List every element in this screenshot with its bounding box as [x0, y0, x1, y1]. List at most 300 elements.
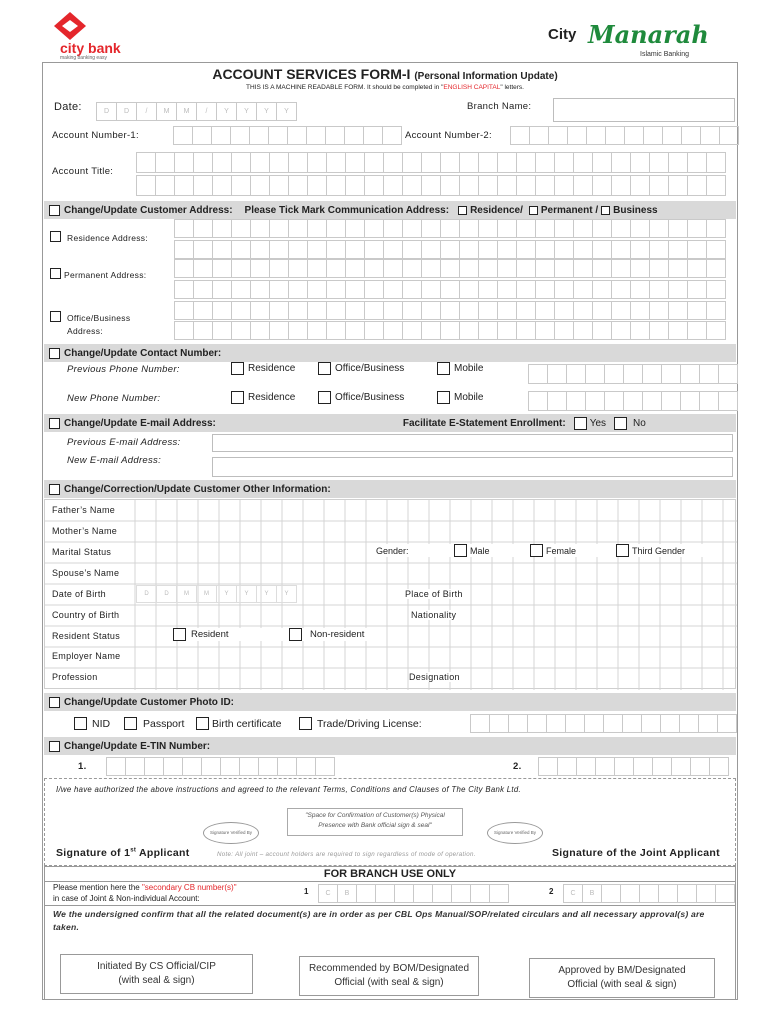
input-cell[interactable] — [232, 219, 251, 238]
input-cell[interactable] — [395, 884, 414, 903]
input-cell[interactable] — [498, 152, 517, 173]
input-cell[interactable] — [691, 757, 710, 776]
input-cell[interactable] — [707, 240, 726, 259]
input-cell[interactable] — [593, 280, 612, 299]
dob-cell[interactable]: D — [157, 585, 177, 603]
input-cell[interactable] — [498, 321, 517, 340]
input-cell[interactable] — [612, 280, 631, 299]
input-cell[interactable] — [365, 175, 384, 196]
input-cell[interactable] — [517, 301, 536, 320]
input-cell[interactable] — [669, 280, 688, 299]
input-cell[interactable] — [688, 259, 707, 278]
email-update-checkbox[interactable] — [49, 418, 60, 429]
account-number-2-input[interactable] — [510, 126, 739, 145]
input-cell[interactable] — [452, 884, 471, 903]
dob-cell[interactable]: Y — [237, 585, 257, 603]
input-cell[interactable] — [710, 757, 729, 776]
input-cell[interactable] — [384, 219, 403, 238]
input-cell[interactable] — [574, 175, 593, 196]
input-cell[interactable] — [441, 259, 460, 278]
input-cell[interactable] — [567, 391, 586, 411]
etin-2-input[interactable] — [538, 757, 729, 776]
input-cell[interactable] — [308, 259, 327, 278]
input-cell[interactable] — [441, 280, 460, 299]
input-cell[interactable] — [539, 757, 558, 776]
input-cell[interactable] — [593, 152, 612, 173]
input-cell[interactable] — [422, 219, 441, 238]
input-cell[interactable] — [365, 280, 384, 299]
input-cell[interactable] — [213, 240, 232, 259]
input-cell[interactable] — [278, 757, 297, 776]
input-cell[interactable] — [555, 219, 574, 238]
nonresident-checkbox[interactable] — [289, 628, 302, 641]
input-cell[interactable] — [536, 175, 555, 196]
input-cell[interactable] — [612, 240, 631, 259]
input-cell[interactable] — [479, 175, 498, 196]
input-cell[interactable] — [479, 301, 498, 320]
input-cell[interactable] — [490, 714, 509, 733]
input-cell[interactable] — [308, 280, 327, 299]
input-cell[interactable] — [346, 280, 365, 299]
input-cell[interactable] — [422, 240, 441, 259]
input-cell[interactable] — [688, 152, 707, 173]
input-cell[interactable] — [251, 321, 270, 340]
input-cell[interactable] — [707, 321, 726, 340]
input-cell[interactable] — [669, 240, 688, 259]
input-cell[interactable] — [327, 259, 346, 278]
input-cell[interactable] — [327, 301, 346, 320]
input-cell[interactable] — [536, 219, 555, 238]
input-cell[interactable] — [365, 259, 384, 278]
input-cell[interactable] — [479, 219, 498, 238]
input-cell[interactable] — [625, 126, 644, 145]
account-title-input-row1[interactable] — [136, 152, 726, 173]
input-cell[interactable]: C — [319, 884, 338, 903]
input-cell[interactable] — [568, 126, 587, 145]
input-cell[interactable] — [644, 126, 663, 145]
comm-residence-checkbox[interactable] — [458, 206, 467, 215]
input-cell[interactable] — [707, 152, 726, 173]
comm-permanent-checkbox[interactable] — [529, 206, 538, 215]
input-cell[interactable] — [612, 259, 631, 278]
input-cell[interactable] — [650, 152, 669, 173]
input-cell[interactable] — [669, 259, 688, 278]
input-cell[interactable] — [530, 126, 549, 145]
etin-checkbox[interactable] — [49, 741, 60, 752]
gender-female-checkbox[interactable] — [530, 544, 543, 557]
input-cell[interactable] — [269, 126, 288, 145]
previous-phone-input[interactable] — [528, 364, 738, 384]
input-cell[interactable] — [346, 175, 365, 196]
recommended-by-box[interactable] — [299, 956, 479, 996]
input-cell[interactable]: B — [583, 884, 602, 903]
input-cell[interactable] — [650, 321, 669, 340]
input-cell[interactable] — [403, 240, 422, 259]
input-cell[interactable] — [193, 126, 212, 145]
input-cell[interactable] — [699, 714, 718, 733]
input-cell[interactable] — [213, 321, 232, 340]
input-cell[interactable] — [441, 175, 460, 196]
input-cell[interactable] — [327, 175, 346, 196]
input-cell[interactable] — [183, 757, 202, 776]
input-cell[interactable] — [422, 175, 441, 196]
input-cell[interactable] — [682, 126, 701, 145]
account-number-1-input[interactable] — [173, 126, 402, 145]
new-phone-input[interactable] — [528, 391, 738, 411]
input-cell[interactable] — [555, 321, 574, 340]
input-cell[interactable] — [403, 280, 422, 299]
input-cell[interactable] — [498, 301, 517, 320]
input-cell[interactable] — [288, 126, 307, 145]
input-cell[interactable] — [145, 757, 164, 776]
input-cell[interactable] — [517, 321, 536, 340]
input-cell[interactable] — [669, 321, 688, 340]
input-cell[interactable] — [688, 280, 707, 299]
resident-checkbox[interactable] — [173, 628, 186, 641]
input-cell[interactable] — [365, 301, 384, 320]
input-cell[interactable] — [308, 321, 327, 340]
input-cell[interactable] — [471, 884, 490, 903]
input-cell[interactable] — [137, 152, 156, 173]
input-cell[interactable] — [270, 152, 289, 173]
input-cell[interactable] — [631, 152, 650, 173]
birth-certificate-checkbox[interactable] — [196, 717, 209, 730]
input-cell[interactable] — [422, 301, 441, 320]
input-cell[interactable] — [602, 884, 621, 903]
input-cell[interactable] — [270, 280, 289, 299]
input-cell[interactable] — [365, 152, 384, 173]
input-cell[interactable] — [383, 126, 402, 145]
input-cell[interactable] — [403, 219, 422, 238]
input-cell[interactable] — [631, 219, 650, 238]
input-cell[interactable] — [231, 126, 250, 145]
input-cell[interactable] — [517, 280, 536, 299]
input-cell[interactable] — [612, 152, 631, 173]
input-cell[interactable] — [498, 259, 517, 278]
input-cell[interactable] — [137, 175, 156, 196]
input-cell[interactable] — [650, 240, 669, 259]
input-cell[interactable] — [624, 364, 643, 384]
input-cell[interactable] — [707, 259, 726, 278]
input-cell[interactable] — [688, 240, 707, 259]
input-cell[interactable] — [194, 152, 213, 173]
input-cell[interactable] — [650, 259, 669, 278]
input-cell[interactable] — [688, 321, 707, 340]
input-cell[interactable] — [289, 175, 308, 196]
input-cell[interactable] — [460, 219, 479, 238]
input-cell[interactable] — [517, 152, 536, 173]
input-cell[interactable] — [403, 152, 422, 173]
input-cell[interactable] — [661, 714, 680, 733]
input-cell[interactable] — [175, 152, 194, 173]
new-office-checkbox[interactable] — [318, 391, 331, 404]
input-cell[interactable] — [700, 364, 719, 384]
office-address-input-1[interactable] — [174, 301, 726, 320]
input-cell[interactable] — [586, 391, 605, 411]
input-cell[interactable] — [707, 219, 726, 238]
input-cell[interactable] — [574, 321, 593, 340]
date-cell[interactable]: Y — [257, 102, 277, 121]
input-cell[interactable] — [555, 259, 574, 278]
input-cell[interactable]: B — [338, 884, 357, 903]
input-cell[interactable] — [631, 240, 650, 259]
input-cell[interactable] — [346, 321, 365, 340]
input-cell[interactable] — [289, 301, 308, 320]
input-cell[interactable] — [403, 301, 422, 320]
input-cell[interactable] — [433, 884, 452, 903]
input-cell[interactable] — [640, 884, 659, 903]
dob-cell[interactable]: D — [137, 585, 157, 603]
input-cell[interactable] — [326, 126, 345, 145]
input-cell[interactable] — [490, 884, 509, 903]
input-cell[interactable] — [232, 259, 251, 278]
input-cell[interactable] — [384, 240, 403, 259]
input-cell[interactable] — [297, 757, 316, 776]
input-cell[interactable] — [498, 280, 517, 299]
input-cell[interactable] — [596, 757, 615, 776]
input-cell[interactable] — [364, 126, 383, 145]
input-cell[interactable] — [126, 757, 145, 776]
input-cell[interactable] — [327, 280, 346, 299]
input-cell[interactable] — [308, 152, 327, 173]
input-cell[interactable] — [688, 175, 707, 196]
prev-residence-checkbox[interactable] — [231, 362, 244, 375]
input-cell[interactable] — [697, 884, 716, 903]
input-cell[interactable] — [308, 175, 327, 196]
input-cell[interactable] — [615, 757, 634, 776]
input-cell[interactable] — [270, 219, 289, 238]
input-cell[interactable] — [270, 259, 289, 278]
input-cell[interactable] — [194, 280, 213, 299]
account-title-input-row2[interactable] — [136, 175, 726, 196]
input-cell[interactable] — [621, 884, 640, 903]
input-cell[interactable] — [213, 259, 232, 278]
input-cell[interactable] — [107, 757, 126, 776]
input-cell[interactable] — [251, 301, 270, 320]
input-cell[interactable] — [555, 175, 574, 196]
input-cell[interactable] — [213, 152, 232, 173]
input-cell[interactable] — [471, 714, 490, 733]
input-cell[interactable] — [194, 240, 213, 259]
input-cell[interactable] — [631, 175, 650, 196]
input-cell[interactable] — [270, 321, 289, 340]
input-cell[interactable] — [460, 152, 479, 173]
input-cell[interactable] — [643, 364, 662, 384]
input-cell[interactable] — [213, 175, 232, 196]
date-cell[interactable]: Y — [237, 102, 257, 121]
estatement-yes-checkbox[interactable] — [574, 417, 587, 430]
dob-cell[interactable]: Y — [277, 585, 297, 603]
input-cell[interactable] — [346, 240, 365, 259]
input-cell[interactable] — [441, 240, 460, 259]
input-cell[interactable] — [593, 259, 612, 278]
input-cell[interactable] — [498, 219, 517, 238]
other-info-checkbox[interactable] — [49, 484, 60, 495]
input-cell[interactable] — [586, 364, 605, 384]
date-input[interactable] — [96, 102, 297, 121]
gender-third-checkbox[interactable] — [616, 544, 629, 557]
input-cell[interactable]: C — [564, 884, 583, 903]
input-cell[interactable] — [548, 364, 567, 384]
input-cell[interactable] — [566, 714, 585, 733]
input-cell[interactable] — [517, 219, 536, 238]
new-mobile-checkbox[interactable] — [437, 391, 450, 404]
input-cell[interactable] — [365, 321, 384, 340]
input-cell[interactable] — [678, 884, 697, 903]
date-cell[interactable]: D — [97, 102, 117, 121]
input-cell[interactable] — [681, 391, 700, 411]
initiated-by-box[interactable] — [60, 954, 253, 994]
input-cell[interactable] — [707, 301, 726, 320]
date-cell[interactable]: / — [137, 102, 157, 121]
input-cell[interactable] — [414, 884, 433, 903]
input-cell[interactable] — [460, 240, 479, 259]
input-cell[interactable] — [270, 240, 289, 259]
input-cell[interactable] — [460, 280, 479, 299]
input-cell[interactable] — [384, 175, 403, 196]
input-cell[interactable] — [251, 259, 270, 278]
input-cell[interactable] — [441, 301, 460, 320]
input-cell[interactable] — [156, 152, 175, 173]
input-cell[interactable] — [650, 219, 669, 238]
prev-office-checkbox[interactable] — [318, 362, 331, 375]
input-cell[interactable] — [232, 152, 251, 173]
input-cell[interactable] — [384, 152, 403, 173]
input-cell[interactable] — [547, 714, 566, 733]
comm-business-checkbox[interactable] — [601, 206, 610, 215]
input-cell[interactable] — [250, 126, 269, 145]
input-cell[interactable] — [612, 301, 631, 320]
input-cell[interactable] — [345, 126, 364, 145]
input-cell[interactable] — [650, 175, 669, 196]
photo-id-number-input[interactable] — [470, 714, 737, 733]
previous-email-input[interactable] — [212, 434, 733, 452]
input-cell[interactable] — [719, 391, 738, 411]
input-cell[interactable] — [479, 280, 498, 299]
etin-1-input[interactable] — [106, 757, 335, 776]
input-cell[interactable] — [422, 152, 441, 173]
input-cell[interactable] — [251, 152, 270, 173]
input-cell[interactable] — [175, 321, 194, 340]
input-cell[interactable] — [536, 152, 555, 173]
input-cell[interactable] — [212, 126, 231, 145]
input-cell[interactable] — [669, 301, 688, 320]
input-cell[interactable] — [593, 240, 612, 259]
dob-cell[interactable]: Y — [217, 585, 237, 603]
approved-by-box[interactable] — [529, 958, 715, 998]
input-cell[interactable] — [194, 259, 213, 278]
input-cell[interactable] — [289, 280, 308, 299]
input-cell[interactable] — [384, 321, 403, 340]
input-cell[interactable] — [574, 240, 593, 259]
residence-address-checkbox[interactable] — [50, 231, 61, 242]
input-cell[interactable] — [384, 280, 403, 299]
input-cell[interactable] — [612, 321, 631, 340]
input-cell[interactable] — [308, 301, 327, 320]
input-cell[interactable] — [422, 321, 441, 340]
input-cell[interactable] — [460, 321, 479, 340]
input-cell[interactable] — [175, 280, 194, 299]
input-cell[interactable] — [365, 240, 384, 259]
date-cell[interactable]: M — [177, 102, 197, 121]
dob-cell[interactable]: M — [197, 585, 217, 603]
input-cell[interactable] — [574, 259, 593, 278]
input-cell[interactable] — [549, 126, 568, 145]
input-cell[interactable] — [536, 240, 555, 259]
input-cell[interactable] — [688, 219, 707, 238]
input-cell[interactable] — [213, 219, 232, 238]
input-cell[interactable] — [365, 219, 384, 238]
input-cell[interactable] — [605, 364, 624, 384]
date-cell[interactable]: M — [157, 102, 177, 121]
input-cell[interactable] — [307, 126, 326, 145]
input-cell[interactable] — [509, 714, 528, 733]
input-cell[interactable] — [460, 259, 479, 278]
input-cell[interactable] — [593, 301, 612, 320]
input-cell[interactable] — [460, 301, 479, 320]
branch-name-input[interactable] — [553, 98, 735, 122]
cb-1-input[interactable] — [318, 884, 509, 903]
input-cell[interactable] — [555, 152, 574, 173]
contact-update-checkbox[interactable] — [49, 348, 60, 359]
input-cell[interactable] — [479, 321, 498, 340]
input-cell[interactable] — [346, 301, 365, 320]
input-cell[interactable] — [164, 757, 183, 776]
input-cell[interactable] — [194, 219, 213, 238]
input-cell[interactable] — [194, 321, 213, 340]
input-cell[interactable] — [270, 301, 289, 320]
input-cell[interactable] — [574, 219, 593, 238]
input-cell[interactable] — [593, 175, 612, 196]
input-cell[interactable] — [517, 240, 536, 259]
input-cell[interactable] — [517, 259, 536, 278]
input-cell[interactable] — [624, 391, 643, 411]
input-cell[interactable] — [577, 757, 596, 776]
input-cell[interactable] — [289, 240, 308, 259]
input-cell[interactable] — [700, 391, 719, 411]
input-cell[interactable] — [548, 391, 567, 411]
input-cell[interactable] — [232, 240, 251, 259]
input-cell[interactable] — [251, 219, 270, 238]
input-cell[interactable] — [612, 219, 631, 238]
input-cell[interactable] — [555, 240, 574, 259]
cb-2-input[interactable] — [563, 884, 735, 903]
new-residence-checkbox[interactable] — [231, 391, 244, 404]
input-cell[interactable] — [653, 757, 672, 776]
new-email-input[interactable] — [212, 457, 733, 477]
input-cell[interactable] — [460, 175, 479, 196]
input-cell[interactable] — [479, 240, 498, 259]
input-cell[interactable] — [384, 301, 403, 320]
input-cell[interactable] — [634, 757, 653, 776]
prev-mobile-checkbox[interactable] — [437, 362, 450, 375]
input-cell[interactable] — [498, 175, 517, 196]
input-cell[interactable] — [650, 280, 669, 299]
input-cell[interactable] — [357, 884, 376, 903]
input-cell[interactable] — [555, 301, 574, 320]
dob-input[interactable] — [136, 585, 297, 603]
input-cell[interactable] — [659, 884, 678, 903]
input-cell[interactable] — [232, 321, 251, 340]
date-cell[interactable]: / — [197, 102, 217, 121]
permanent-address-checkbox[interactable] — [50, 268, 61, 279]
input-cell[interactable] — [536, 321, 555, 340]
input-cell[interactable] — [662, 364, 681, 384]
input-cell[interactable] — [289, 152, 308, 173]
address-update-checkbox[interactable] — [49, 205, 60, 216]
input-cell[interactable] — [441, 321, 460, 340]
nid-checkbox[interactable] — [74, 717, 87, 730]
